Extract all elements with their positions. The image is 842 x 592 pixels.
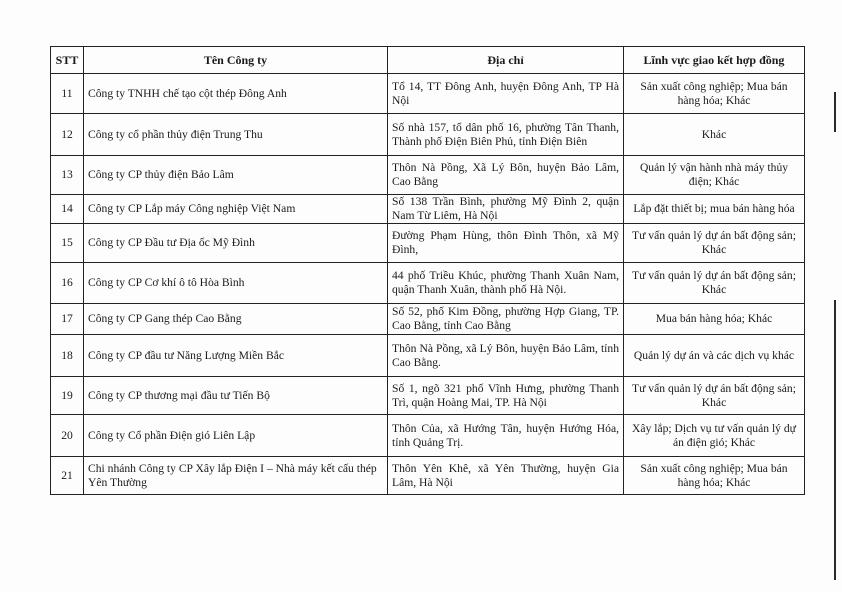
row-address: Đường Phạm Hùng, thôn Đình Thôn, xã Mỹ Đình, bbox=[388, 224, 624, 263]
page-edge-line bbox=[834, 92, 836, 132]
table-row bbox=[51, 156, 805, 195]
row-address: 44 phố Triều Khúc, phường Thanh Xuân Nam, quận Thanh Xuân, thành phố Hà Nội. bbox=[388, 263, 624, 304]
row-stt: 21 bbox=[51, 457, 84, 495]
row-address: Số 52, phố Kim Đồng, phường Hợp Giang, TP. Cao Bằng, tỉnh Cao Bằng bbox=[388, 304, 624, 335]
table-row bbox=[51, 457, 805, 495]
row-company: Công ty cổ phần thủy điện Trung Thu bbox=[84, 114, 388, 156]
row-company: Công ty CP Đầu tư Địa ốc Mỹ Đình bbox=[84, 224, 388, 263]
table-header-row bbox=[51, 47, 805, 74]
table-row bbox=[51, 415, 805, 457]
row-stt: 17 bbox=[51, 304, 84, 335]
row-field: Tư vấn quản lý dự án bất động sản; Khác bbox=[624, 224, 805, 263]
row-address: Tổ 14, TT Đông Anh, huyện Đông Anh, TP Hà Nội bbox=[388, 74, 624, 114]
row-company: Công ty CP thương mại đầu tư Tiến Bộ bbox=[84, 377, 388, 415]
table-row bbox=[51, 224, 805, 263]
row-company: Công ty CP đầu tư Năng Lượng Miền Bắc bbox=[84, 335, 388, 377]
row-address: Số 138 Trần Bình, phường Mỹ Đình 2, quận Nam Từ Liêm, Hà Nội bbox=[388, 195, 624, 224]
row-company: Công ty CP Lắp máy Công nghiệp Việt Nam bbox=[84, 195, 388, 224]
row-stt: 15 bbox=[51, 224, 84, 263]
row-field: Lắp đặt thiết bị; mua bán hàng hóa bbox=[624, 195, 805, 224]
row-field: Quản lý vận hành nhà máy thủy điện; Khác bbox=[624, 156, 805, 195]
row-company: Công ty CP thủy điện Bảo Lâm bbox=[84, 156, 388, 195]
row-address: Thôn Nà Pồng, Xã Lý Bôn, huyện Bảo Lâm, Cao Bằng bbox=[388, 156, 624, 195]
row-stt: 14 bbox=[51, 195, 84, 224]
table-row bbox=[51, 263, 805, 304]
row-field: Khác bbox=[624, 114, 805, 156]
row-stt: 11 bbox=[51, 74, 84, 114]
row-company: Công ty CP Cơ khí ô tô Hòa Bình bbox=[84, 263, 388, 304]
page-edge-line bbox=[834, 300, 836, 580]
header-company-name: Tên Công ty bbox=[84, 47, 388, 74]
row-stt: 13 bbox=[51, 156, 84, 195]
table-row bbox=[51, 195, 805, 224]
header-stt: STT bbox=[51, 47, 84, 74]
row-company: Chi nhánh Công ty CP Xây lắp Điện I – Nhà máy kết cấu thép Yên Thường bbox=[84, 457, 388, 495]
row-address: Thôn Của, xã Hướng Tân, huyện Hướng Hóa, tỉnh Quảng Trị. bbox=[388, 415, 624, 457]
row-address: Thôn Nà Pồng, xã Lý Bôn, huyện Bảo Lâm, tỉnh Cao Bằng. bbox=[388, 335, 624, 377]
table-row bbox=[51, 74, 805, 114]
row-address: Thôn Yên Khê, xã Yên Thường, huyện Gia Lâm, Hà Nội bbox=[388, 457, 624, 495]
row-stt: 12 bbox=[51, 114, 84, 156]
row-company: Công ty CP Gang thép Cao Bằng bbox=[84, 304, 388, 335]
row-company: Công ty Cổ phần Điện gió Liên Lập bbox=[84, 415, 388, 457]
row-field: Tư vấn quản lý dự án bất động sản; Khác bbox=[624, 377, 805, 415]
row-field: Sản xuất công nghiệp; Mua bán hàng hóa; Khác bbox=[624, 457, 805, 495]
row-company: Công ty TNHH chế tạo cột thép Đông Anh bbox=[84, 74, 388, 114]
row-field: Mua bán hàng hóa; Khác bbox=[624, 304, 805, 335]
row-field: Xây lắp; Dịch vụ tư vấn quản lý dự án điện gió; Khác bbox=[624, 415, 805, 457]
row-stt: 19 bbox=[51, 377, 84, 415]
row-stt: 18 bbox=[51, 335, 84, 377]
row-field: Quản lý dự án và các dịch vụ khác bbox=[624, 335, 805, 377]
table-row bbox=[51, 377, 805, 415]
row-field: Sản xuất công nghiệp; Mua bán hàng hóa; Khác bbox=[624, 74, 805, 114]
row-field: Tư vấn quản lý dự án bất động sản; Khác bbox=[624, 263, 805, 304]
contract-partner-table bbox=[50, 46, 805, 495]
row-address: Số nhà 157, tổ dân phố 16, phường Tân Thanh, Thành phố Điện Biên Phủ, tỉnh Điện Biên bbox=[388, 114, 624, 156]
table-row bbox=[51, 335, 805, 377]
row-stt: 20 bbox=[51, 415, 84, 457]
table-row bbox=[51, 304, 805, 335]
header-address: Địa chỉ bbox=[388, 47, 624, 74]
row-address: Số 1, ngõ 321 phố Vĩnh Hưng, phường Thanh Trì, quận Hoàng Mai, TP. Hà Nội bbox=[388, 377, 624, 415]
table-row bbox=[51, 114, 805, 156]
row-stt: 16 bbox=[51, 263, 84, 304]
header-contract-field: Lĩnh vực giao kết hợp đồng bbox=[624, 47, 805, 74]
